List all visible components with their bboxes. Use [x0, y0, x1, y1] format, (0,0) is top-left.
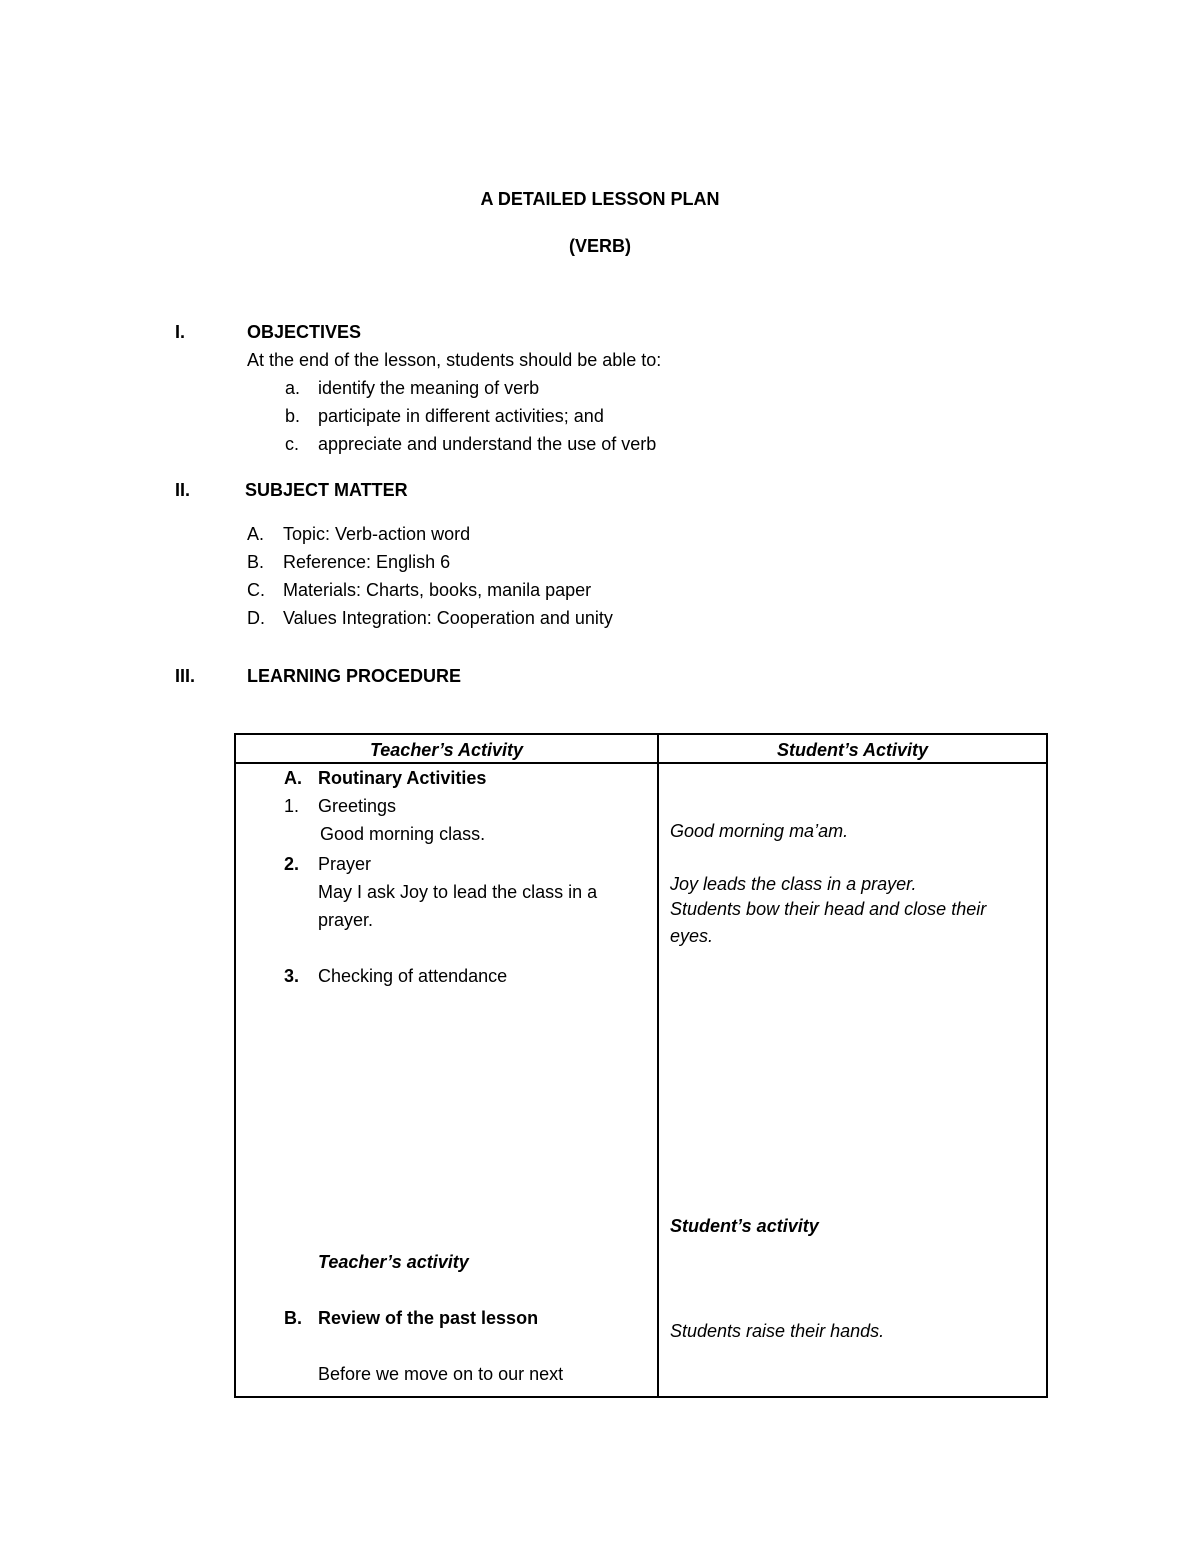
teacher-item-text: May I ask Joy to lead the class in a — [318, 882, 598, 902]
subject-item: Topic: Verb-action word — [283, 524, 471, 544]
subject-marker: B. — [247, 552, 265, 572]
student-prayer-line: Students bow their head and close their — [670, 899, 987, 919]
objective-marker: c. — [285, 434, 300, 454]
section-numeral-procedure: III. — [175, 666, 196, 686]
column-divider — [657, 735, 659, 1396]
teacher-b-label: Review of the past lesson — [318, 1308, 539, 1328]
header-student-activity: Student’s Activity — [776, 740, 929, 760]
section-heading-subject-matter: SUBJECT MATTER — [245, 480, 408, 500]
objective-marker: a. — [285, 378, 301, 398]
teacher-activity-label: Teacher’s activity — [318, 1252, 469, 1272]
student-greeting: Good morning ma’am. — [670, 821, 849, 841]
objective-item: participate in different activities; and — [318, 406, 604, 426]
document-title: A DETAILED LESSON PLAN — [480, 189, 720, 209]
teacher-b-marker: B. — [284, 1308, 302, 1328]
teacher-b-text: Before we move on to our next — [318, 1364, 564, 1384]
teacher-item-marker: 1. — [284, 796, 300, 816]
teacher-a-label: Routinary Activities — [318, 768, 487, 788]
teacher-item-label: Prayer — [318, 854, 372, 874]
subject-marker: C. — [247, 580, 265, 600]
section-numeral-subject-matter: II. — [175, 480, 191, 500]
teacher-item-label: Checking of attendance — [318, 966, 508, 986]
teacher-item-marker: 3. — [284, 966, 300, 986]
teacher-item-label: Greetings — [318, 796, 397, 816]
header-teacher-activity: Teacher’s Activity — [369, 740, 524, 760]
student-prayer-line: eyes. — [670, 926, 714, 946]
teacher-item-marker: 2. — [284, 854, 300, 874]
subject-item: Reference: English 6 — [283, 552, 451, 572]
section-numeral-objectives: I. — [175, 322, 186, 342]
section-heading-procedure: LEARNING PROCEDURE — [247, 666, 462, 686]
student-prayer-line: Joy leads the class in a prayer. — [670, 874, 917, 894]
subject-item: Materials: Charts, books, manila paper — [283, 580, 592, 600]
objective-marker: b. — [285, 406, 301, 426]
subject-marker: A. — [247, 524, 265, 544]
header-divider — [236, 762, 1046, 764]
objective-item: identify the meaning of verb — [318, 378, 540, 398]
student-activity-label: Student’s activity — [670, 1216, 819, 1236]
section-heading-objectives: OBJECTIVES — [247, 322, 362, 342]
teacher-item-text: prayer. — [318, 910, 374, 930]
objectives-intro: At the end of the lesson, students should be able to: — [247, 350, 662, 370]
teacher-item-text: Good morning class. — [320, 824, 486, 844]
student-raise-hands: Students raise their hands. — [670, 1321, 885, 1341]
document-subtitle: (VERB) — [569, 236, 631, 256]
objective-item: appreciate and understand the use of verb — [318, 434, 657, 454]
procedure-table — [234, 733, 1048, 1398]
subject-item: Values Integration: Cooperation and unity — [283, 608, 613, 628]
subject-marker: D. — [247, 608, 265, 628]
teacher-a-marker: A. — [284, 768, 302, 788]
